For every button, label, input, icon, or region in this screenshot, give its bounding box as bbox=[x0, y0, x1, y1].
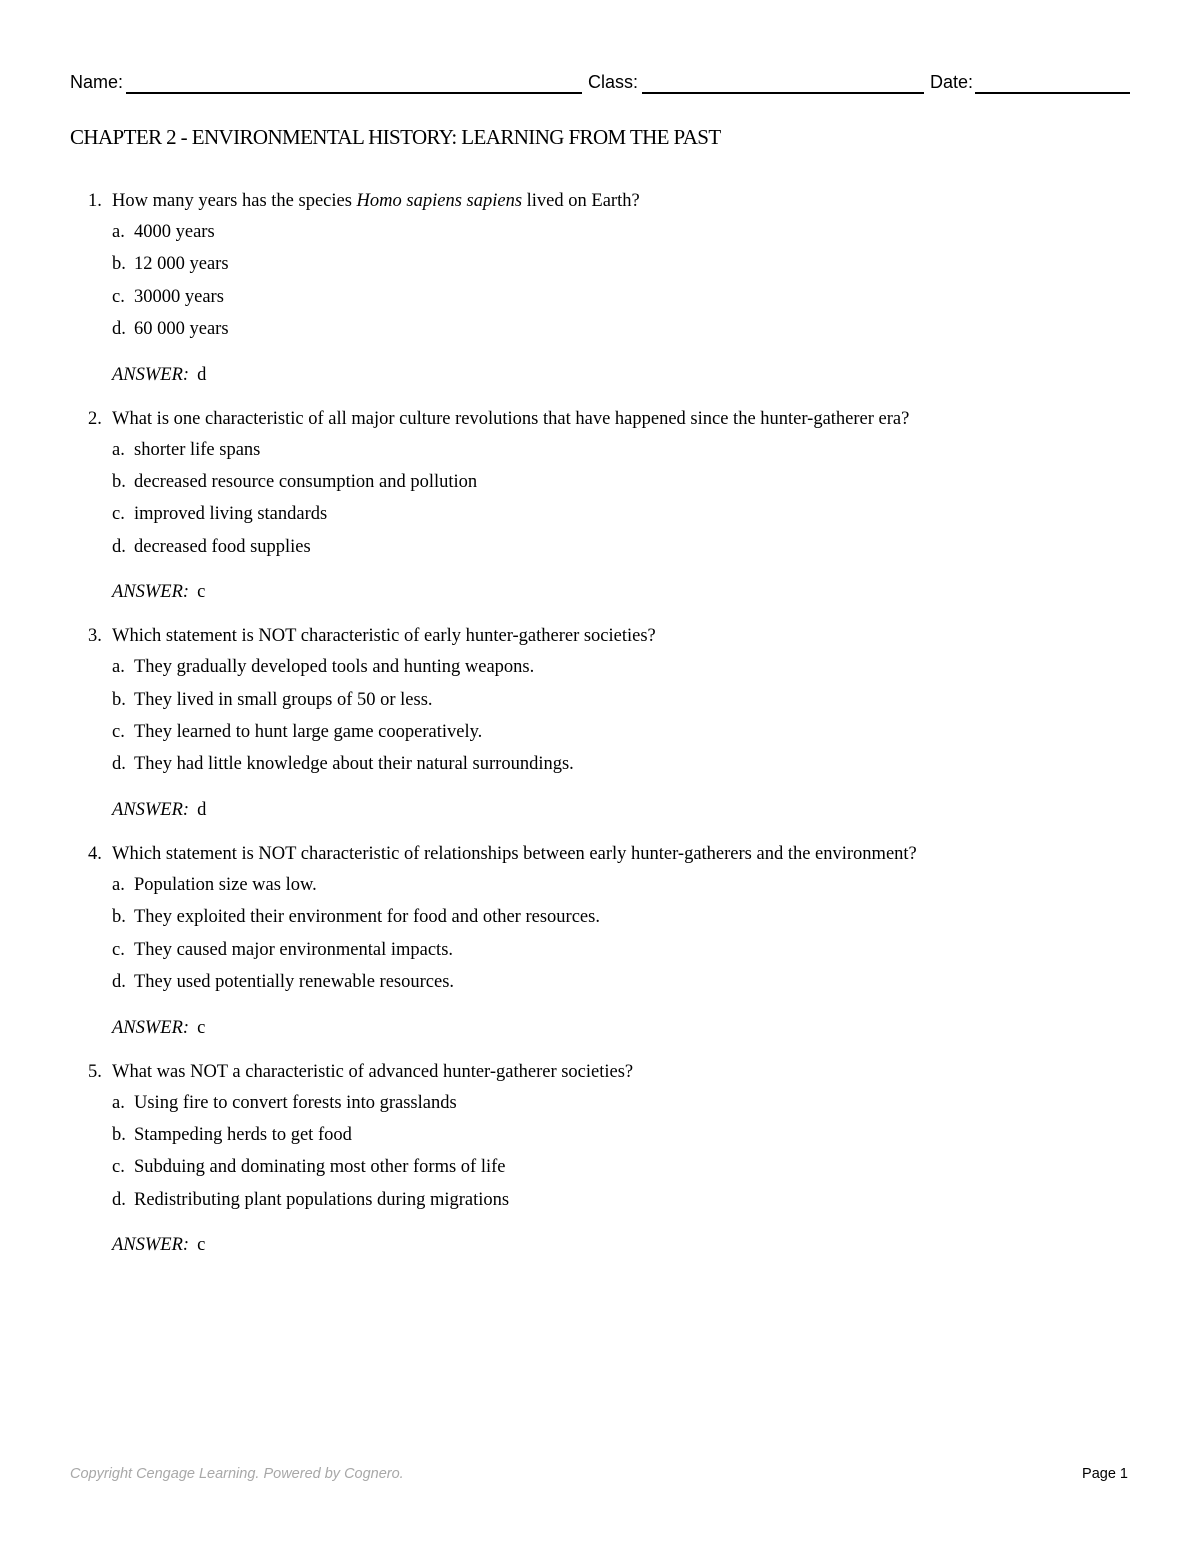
question-stem bbox=[70, 186, 1130, 216]
option-c bbox=[70, 934, 1130, 966]
answer-line bbox=[70, 1230, 1130, 1260]
option-text: Redistributing plant populations during migrations bbox=[134, 1189, 510, 1210]
option-a bbox=[70, 434, 1130, 466]
question-3 bbox=[70, 621, 1130, 825]
option-letter: a. bbox=[112, 439, 125, 460]
option-b bbox=[70, 248, 1130, 280]
answer-label: ANSWER: bbox=[112, 364, 190, 385]
question-text: How many years has the species bbox=[112, 191, 357, 211]
option-letter: b. bbox=[112, 689, 126, 710]
option-text: 4000 years bbox=[134, 222, 215, 242]
option-b bbox=[70, 466, 1130, 498]
option-text: They gradually developed tools and hunting weapons. bbox=[134, 657, 535, 678]
question-text: Which statement is NOT characteristic of relationships between early hunter-gatherers and the environment? bbox=[112, 843, 917, 864]
option-a bbox=[70, 216, 1130, 248]
answer-value: c bbox=[197, 582, 206, 603]
answer-value: c bbox=[197, 1017, 206, 1038]
option-d bbox=[70, 531, 1130, 563]
option-letter: a. bbox=[112, 222, 125, 242]
option-letter: d. bbox=[112, 319, 126, 340]
option-text: improved living standards bbox=[134, 504, 328, 525]
question-text: What is one characteristic of all major culture revolutions that have happened since the hunter-gatherer era? bbox=[112, 408, 910, 429]
question-number: 4. bbox=[88, 843, 102, 864]
option-letter: d. bbox=[112, 536, 126, 557]
option-letter: b. bbox=[112, 472, 126, 493]
answer-line bbox=[70, 795, 1130, 825]
option-letter: c. bbox=[112, 286, 125, 307]
answer-line bbox=[70, 577, 1130, 607]
answer-line bbox=[70, 1013, 1130, 1043]
question-2 bbox=[70, 404, 1130, 608]
option-letter: a. bbox=[112, 1092, 125, 1113]
option-text: Subduing and dominating most other forms of life bbox=[134, 1157, 506, 1178]
option-c bbox=[70, 1151, 1130, 1183]
option-letter: b. bbox=[112, 1124, 126, 1145]
chapter-title: CHAPTER 2 - ENVIRONMENTAL HISTORY: LEARNING FROM THE PAST bbox=[70, 125, 721, 149]
answer-value: c bbox=[197, 1235, 206, 1256]
option-d bbox=[70, 1184, 1130, 1216]
option-letter: a. bbox=[112, 657, 125, 678]
question-text-italic: Homo sapiens sapiens bbox=[356, 191, 523, 211]
option-c bbox=[70, 716, 1130, 748]
question-number: 2. bbox=[88, 408, 102, 429]
class-label: Class: bbox=[588, 72, 639, 92]
option-text: 30000 years bbox=[134, 286, 224, 307]
answer-value: d bbox=[197, 364, 207, 385]
option-d bbox=[70, 748, 1130, 780]
option-a bbox=[70, 869, 1130, 901]
option-letter: d. bbox=[112, 754, 126, 775]
date-blank-line bbox=[975, 92, 1130, 94]
option-text: They had little knowledge about their natural surroundings. bbox=[134, 754, 574, 775]
option-letter: c. bbox=[112, 504, 125, 525]
question-4 bbox=[70, 839, 1130, 1043]
student-info-header bbox=[70, 72, 1130, 98]
option-a bbox=[70, 651, 1130, 683]
question-stem bbox=[70, 621, 1130, 651]
option-a bbox=[70, 1087, 1130, 1119]
option-letter: b. bbox=[112, 254, 126, 275]
answer-label: ANSWER: bbox=[112, 1235, 190, 1256]
question-stem bbox=[70, 839, 1130, 869]
option-text: They learned to hunt large game cooperatively. bbox=[134, 722, 483, 743]
option-text: shorter life spans bbox=[134, 439, 261, 460]
option-text: They caused major environmental impacts. bbox=[134, 939, 454, 960]
option-text: They lived in small groups of 50 or less. bbox=[134, 689, 433, 710]
option-d bbox=[70, 966, 1130, 998]
date-label: Date: bbox=[930, 72, 974, 92]
option-text: decreased resource consumption and pollution bbox=[134, 472, 478, 493]
option-letter: d. bbox=[112, 1189, 126, 1210]
option-b bbox=[70, 901, 1130, 933]
question-list bbox=[70, 186, 1130, 1274]
question-5 bbox=[70, 1057, 1130, 1261]
option-letter: c. bbox=[112, 722, 125, 743]
question-1 bbox=[70, 186, 1130, 390]
option-c bbox=[70, 281, 1130, 313]
class-blank-line bbox=[642, 92, 924, 94]
question-number: 1. bbox=[88, 191, 102, 211]
option-text: decreased food supplies bbox=[134, 536, 311, 557]
option-text: They exploited their environment for food and other resources. bbox=[134, 907, 600, 928]
question-number: 3. bbox=[88, 626, 102, 647]
page-number: Page 1 bbox=[1082, 1466, 1128, 1482]
copyright-notice: Copyright Cengage Learning. Powered by Cognero. bbox=[70, 1466, 404, 1482]
option-b bbox=[70, 1119, 1130, 1151]
question-stem bbox=[70, 404, 1130, 434]
option-letter: d. bbox=[112, 972, 126, 993]
option-letter: c. bbox=[112, 939, 125, 960]
option-b bbox=[70, 684, 1130, 716]
answer-label: ANSWER: bbox=[112, 1017, 190, 1038]
answer-line bbox=[70, 360, 1130, 390]
question-text-end: lived on Earth? bbox=[522, 191, 640, 211]
option-letter: c. bbox=[112, 1157, 125, 1178]
option-text: They used potentially renewable resources. bbox=[134, 972, 455, 993]
name-blank-line bbox=[126, 92, 582, 94]
option-text: Stampeding herds to get food bbox=[134, 1124, 352, 1145]
option-d bbox=[70, 313, 1130, 345]
answer-value: d bbox=[197, 799, 207, 820]
option-letter: a. bbox=[112, 874, 125, 895]
answer-label: ANSWER: bbox=[112, 582, 190, 603]
option-text: Using fire to convert forests into grasslands bbox=[134, 1092, 457, 1113]
answer-label: ANSWER: bbox=[112, 799, 190, 820]
question-text: What was NOT a characteristic of advanced hunter-gatherer societies? bbox=[112, 1061, 634, 1082]
option-c bbox=[70, 498, 1130, 530]
option-text: Population size was low. bbox=[134, 874, 317, 895]
option-letter: b. bbox=[112, 907, 126, 928]
question-number: 5. bbox=[88, 1061, 102, 1082]
option-text: 12 000 years bbox=[134, 254, 229, 275]
question-text: Which statement is NOT characteristic of early hunter-gatherer societies? bbox=[112, 626, 656, 647]
option-text: 60 000 years bbox=[134, 319, 229, 340]
question-stem bbox=[70, 1057, 1130, 1087]
name-label: Name: bbox=[70, 72, 124, 92]
